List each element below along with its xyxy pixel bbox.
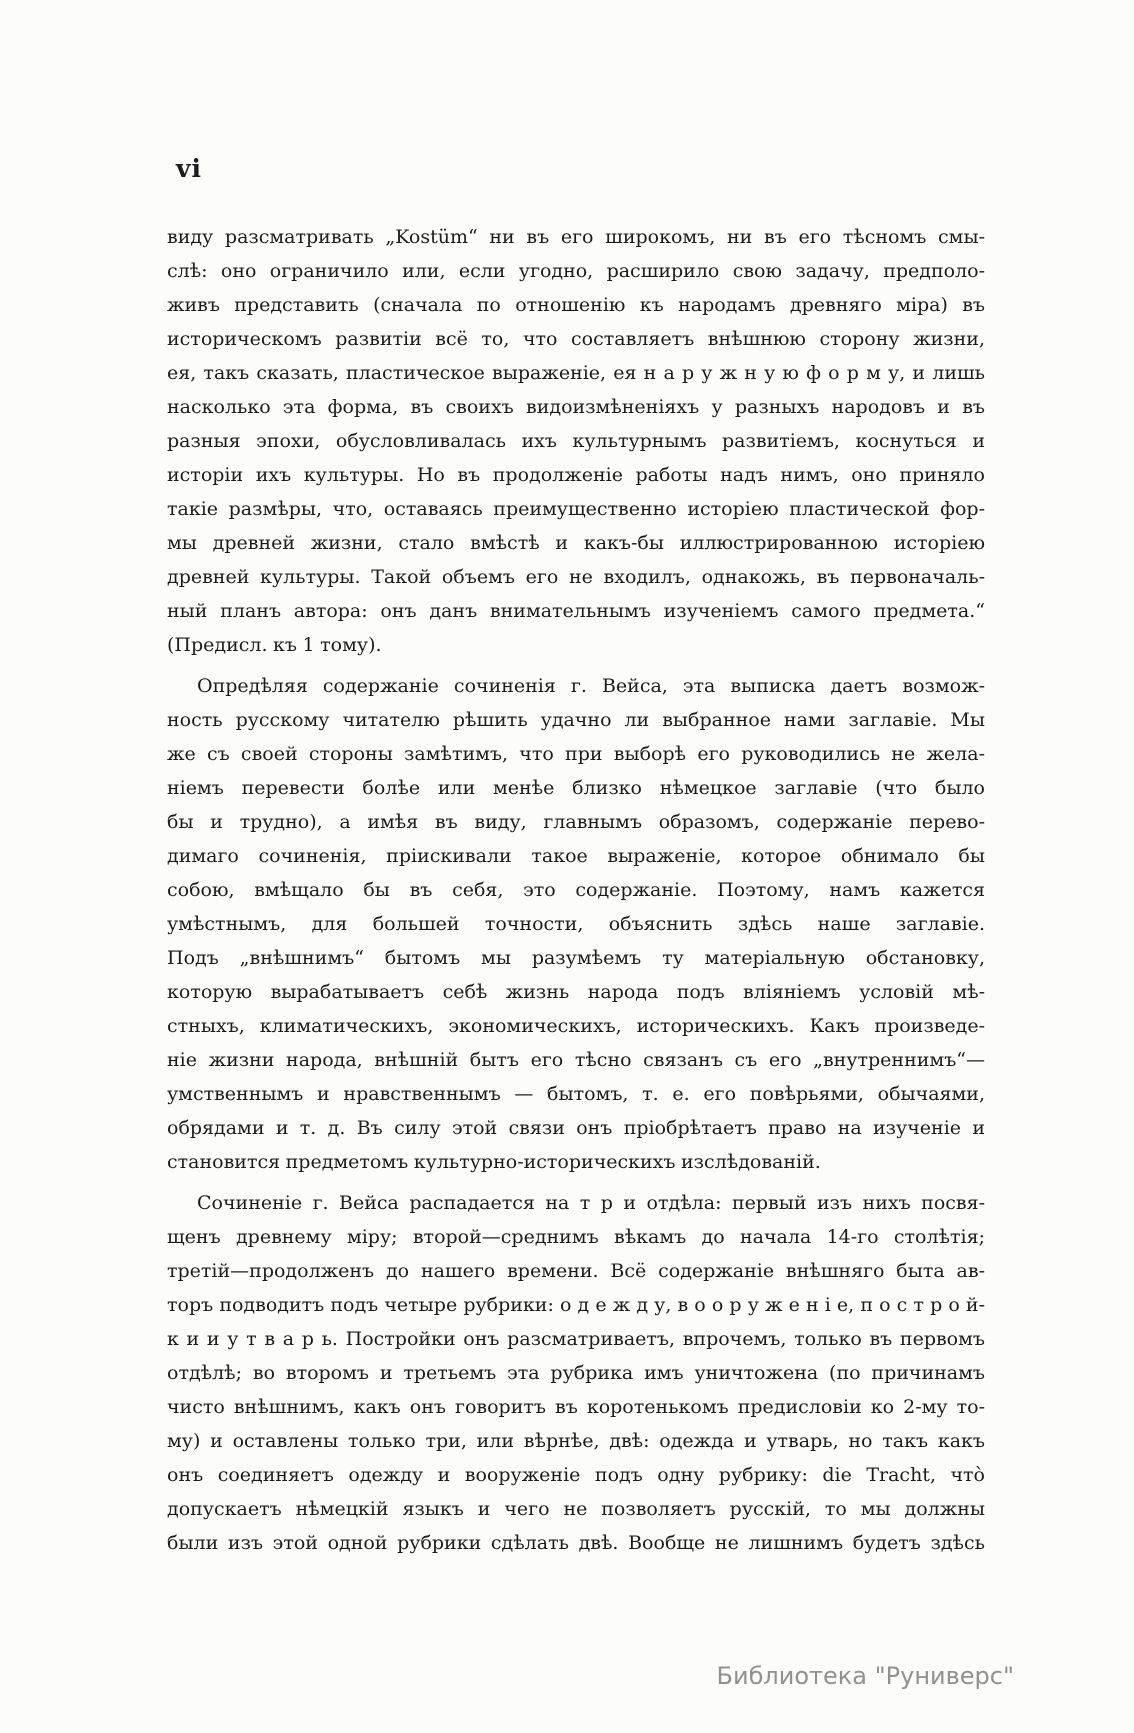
text-line: Опредѣляя содержаніе сочиненія г. Вейса, эта выписка даетъ возмож- [197,675,985,697]
text-line: мы древней жизни, стало вмѣстѣ и какъ-бы иллюстрированною исторіею [167,532,985,554]
text-line: Подъ „внѣшнимъ“ бытомъ мы разумѣемъ ту матеріальную обстановку, [167,947,985,969]
text-line: ея, такъ сказать, пластическое выраженіе, ея н а р у ж н у ю ф о р м у, и лишь [167,362,985,384]
text-line: ніе жизни народа, внѣшній бытъ его тѣсно связанъ съ его „внутреннимъ“— [167,1049,985,1071]
text-line: Сочиненіе г. Вейса распадается на т р и отдѣла: первый изъ нихъ посвя- [197,1192,985,1214]
text-line: му) и оставлены только три, или вѣрнѣе, двѣ: одежда и утварь, но такъ какъ [167,1430,985,1452]
text-line: торъ подводитъ подъ четыре рубрики: о д е ж д у, в о о р у ж е н і е, п о с т р о й- [167,1294,985,1316]
text-line: третій—продолженъ до нашего времени. Всё содержаніе внѣшняго быта ав- [167,1260,985,1282]
paragraph [167,220,985,662]
text-line: такіе размѣры, что, оставаясь преимущественно исторіею пластической фор- [167,498,985,520]
text-line: историческомъ развитіи всё то, что составляетъ внѣшнюю сторону жизни, [167,328,985,350]
text-block [167,220,985,1560]
text-line: ный планъ автора: онъ данъ внимательнымъ изученіемъ самого предмета.“ [167,600,985,622]
text-line: ность русскому читателю рѣшить удачно ли выбранное нами заглавіе. Мы [167,709,985,731]
text-line: умѣстнымъ, для большей точности, объяснить здѣсь наше заглавіе. [167,913,985,935]
text-line: древней культуры. Такой объемъ его не входилъ, однакожь, въ первоначаль- [167,566,985,588]
text-line: бы и трудно), а имѣя въ виду, главнымъ образомъ, содержаніе перево- [167,811,985,833]
text-line: собою, вмѣщало бы въ себя, это содержаніе. Поэтому, намъ кажется [167,879,985,901]
text-line: онъ соединяетъ одежду и вооруженіе подъ одну рубрику: die Tracht, что̀ [167,1464,985,1486]
text-line: щенъ древнему міру; второй—среднимъ вѣкамъ до начала 14-го столѣтія; [167,1226,985,1248]
text-line: допускаетъ нѣмецкій языкъ и чего не позволяетъ русскій, то мы должны [167,1498,985,1520]
text-line: виду разсматривать „Kostüm“ ни въ его широкомъ, ни въ его тѣсномъ смы- [167,226,985,248]
library-watermark: Библиотека "Руниверс" [716,1662,1014,1690]
text-line: становится предметомъ культурно-историческихъ изслѣдованій. [167,1151,821,1173]
text-line: (Предисл. къ 1 тому). [167,634,382,656]
text-line: димаго сочиненія, пріискивали такое выраженіе, которое обнимало бы [167,845,985,867]
text-line: которую вырабатываетъ себѣ жизнь народа подъ вліяніемъ условій мѣ- [167,981,985,1003]
text-line: обрядами и т. д. Въ силу этой связи онъ пріобрѣтаетъ право на изученіе и [167,1117,985,1139]
text-line: чисто внѣшнимъ, какъ онъ говоритъ въ коротенькомъ предисловіи ко 2-му то- [167,1396,985,1418]
text-line: разныя эпохи, обусловливалась ихъ культурнымъ развитіемъ, коснуться и [167,430,985,452]
paragraph [167,1186,985,1560]
text-line: живъ представить (сначала по отношенію къ народамъ древняго міра) въ [167,294,985,316]
text-line: были изъ этой одной рубрики сдѣлать двѣ. Вообще не лишнимъ будетъ здѣсь [167,1532,985,1554]
text-line: стныхъ, климатическихъ, экономическихъ, историческихъ. Какъ произведе- [167,1015,985,1037]
text-line: ніемъ перевести болѣе или менѣе близко нѣмецкое заглавіе (что было [167,777,985,799]
paragraph [167,669,985,1179]
page-number: vi [176,154,203,183]
text-line: отдѣлѣ; во второмъ и третьемъ эта рубрика имъ уничтожена (по причинамъ [167,1362,985,1384]
text-line: исторіи ихъ культуры. Но въ продолженіе работы надъ нимъ, оно приняло [167,464,985,486]
text-line: же съ своей стороны замѣтимъ, что при выборѣ его руководились не жела- [167,743,985,765]
text-line: к и и у т в а р ь. Постройки онъ разсматриваетъ, впрочемъ, только въ первомъ [167,1328,985,1350]
text-line: насколько эта форма, въ своихъ видоизмѣненіяхъ у разныхъ народовъ и въ [167,396,985,418]
text-line: умственнымъ и нравственнымъ — бытомъ, т. е. его повѣрьями, обычаями, [167,1083,985,1105]
text-line: слѣ: оно ограничило или, если угодно, расширило свою задачу, предполо- [167,260,985,282]
